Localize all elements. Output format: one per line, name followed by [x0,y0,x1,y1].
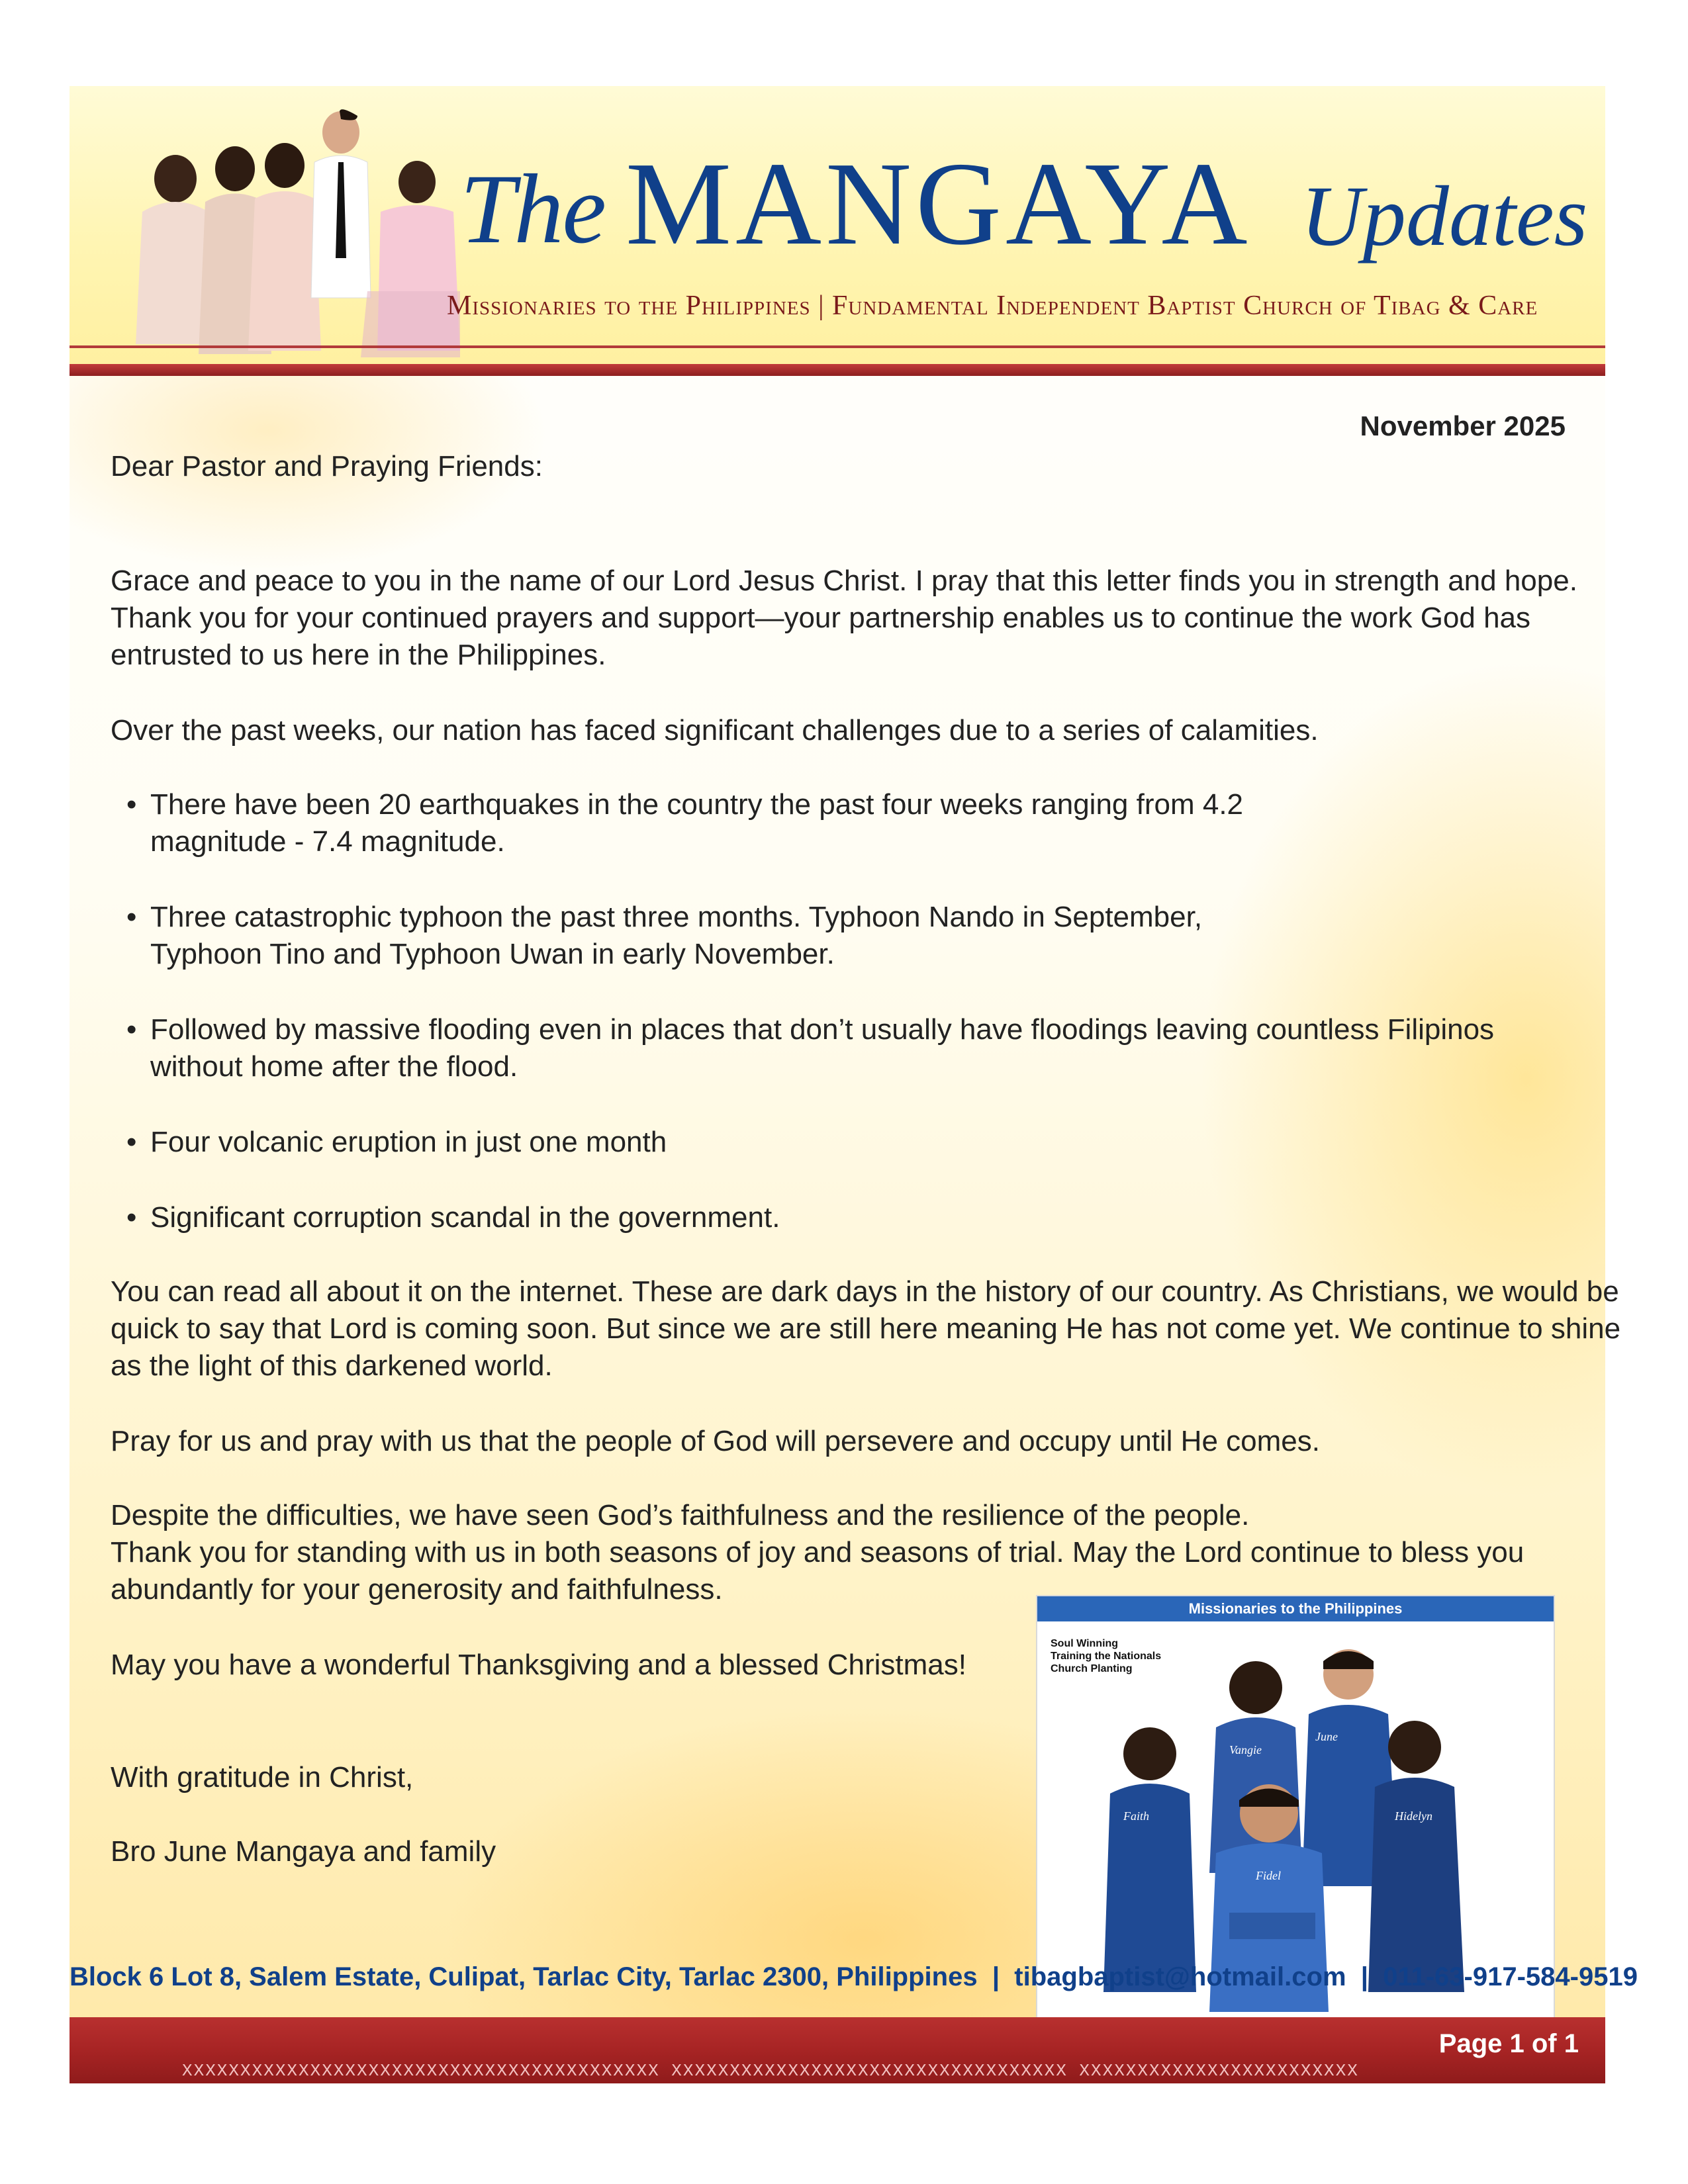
footer-x-pattern: XXXXXXXXXXXXXXXXXXXXXXXXXXXXXXXXXXXXXXXXX XXXXXXXXXXXXXXXXXXXXXXXXXXXXXXXXXX XXXXXXXXXXXXXXXXXXXXXXXX [182,2061,1359,2081]
portrait-name-label: Fidel [1256,1869,1281,1882]
bullet-dot: • [126,1126,137,1158]
despite-line: Despite the difficulties, we have seen God’s faithfulness and the resilience of the people. [111,1499,1250,1531]
ministry-list [1051,1637,1161,1675]
family-photo [116,93,487,364]
bullet-text: Followed by massive flooding even in places that don’t usually have floodings leaving countless Filipinos without home after the flood. [150,1013,1495,1083]
title-updates: Updates [1301,169,1588,264]
bullet-item [116,1199,1474,1236]
closing: With gratitude in Christ, [111,1761,414,1794]
footer-address: Block 6 Lot 8, Salem Estate, Culipat, Tarlac City, Tarlac 2300, Philippines [70,1962,978,1991]
letter-date: November 2025 [1360,410,1566,441]
prayer-paragraph: Pray for us and pray with us that the people of God will persevere and occupy until He comes. [111,1425,1320,1457]
portrait-name-label: Hidelyn [1395,1809,1432,1823]
footer-email: tibagbaptist@hotmail.com [1014,1962,1346,1991]
photo-card-banner: Missionaries to the Philippines [1037,1596,1554,1621]
header-band [70,364,1605,376]
bullet-text: Three catastrophic typhoon the past three months. Typhoon Nando in September, Typhoon Tino and Typhoon Uwan in early November. [150,901,1203,970]
portrait-name-label: Faith [1123,1809,1149,1823]
bullet-dot: • [126,1201,137,1234]
bullet-dot: • [126,788,137,821]
ministry-item: Church Planting [1051,1663,1133,1674]
footer-phone: 011-63-917-584-9519 [1383,1962,1638,1991]
bullet-text: There have been 20 earthquakes in the country the past four weeks ranging from 4.2 magnitude - 7.4 magnitude. [150,788,1244,858]
title-the: The [460,154,605,264]
bullet-item [116,1011,1507,1085]
page-number: Page 1 of 1 [1438,2029,1579,2058]
ministry-item: Soul Winning [1051,1638,1119,1649]
bullet-item [116,899,1315,973]
bullet-dot: • [126,1013,137,1046]
masthead [70,86,1605,371]
challenges-intro: Over the past weeks, our nation has faced significant challenges due to a series of calamities. [111,714,1319,747]
bullet-item [116,1124,1474,1161]
footer-contact [70,1962,1638,1992]
masthead-title [460,132,1588,269]
thank-you-paragraph: Thank you for standing with us in both seasons of joy and seasons of trial. May the Lord continue to bless you abundantly for your generosity and faithfulness. [111,1536,1524,1606]
signature: Bro June Mangaya and family [111,1835,496,1868]
portrait-name-label: June [1315,1730,1338,1743]
bullet-item [116,786,1329,860]
bullet-text: Four volcanic eruption in just one month [150,1126,667,1158]
ministry-item: Training the Nationals [1051,1651,1162,1662]
header-rule [70,345,1605,348]
masthead-tagline: Missionaries to the Philippines | Fundamental Independent Baptist Church of Tibag & Care [447,291,1538,321]
footer-separator: | [1360,1962,1368,1991]
intro-paragraph: Grace and peace to you in the name of our Lord Jesus Christ. I pray that this letter finds you in strength and hope. Thank you for your continued prayers and support—your partnership enables us to continue the work God has entrusted to us here in the Philippines. [111,565,1577,671]
salutation: Dear Pastor and Praying Friends: [111,450,543,482]
holiday-wishes: May you have a wonderful Thanksgiving and a blessed Christmas! [111,1649,966,1681]
title-mangaya: MANGAYA [626,138,1252,269]
portrait-name-label: Vangie [1229,1743,1262,1756]
footer-band [70,2017,1605,2083]
newsletter-page [70,86,1638,2081]
bullet-dot: • [126,901,137,933]
footer-separator: | [992,1962,1000,1991]
bullet-text: Significant corruption scandal in the government. [150,1201,780,1234]
dark-days-paragraph: You can read all about it on the internet. These are dark days in the history of our country. As Christians, we would be quick to say that Lord is coming soon. But since we are still here meaning He has not come yet. We continue to shine as the light of this darkened world. [111,1275,1621,1382]
